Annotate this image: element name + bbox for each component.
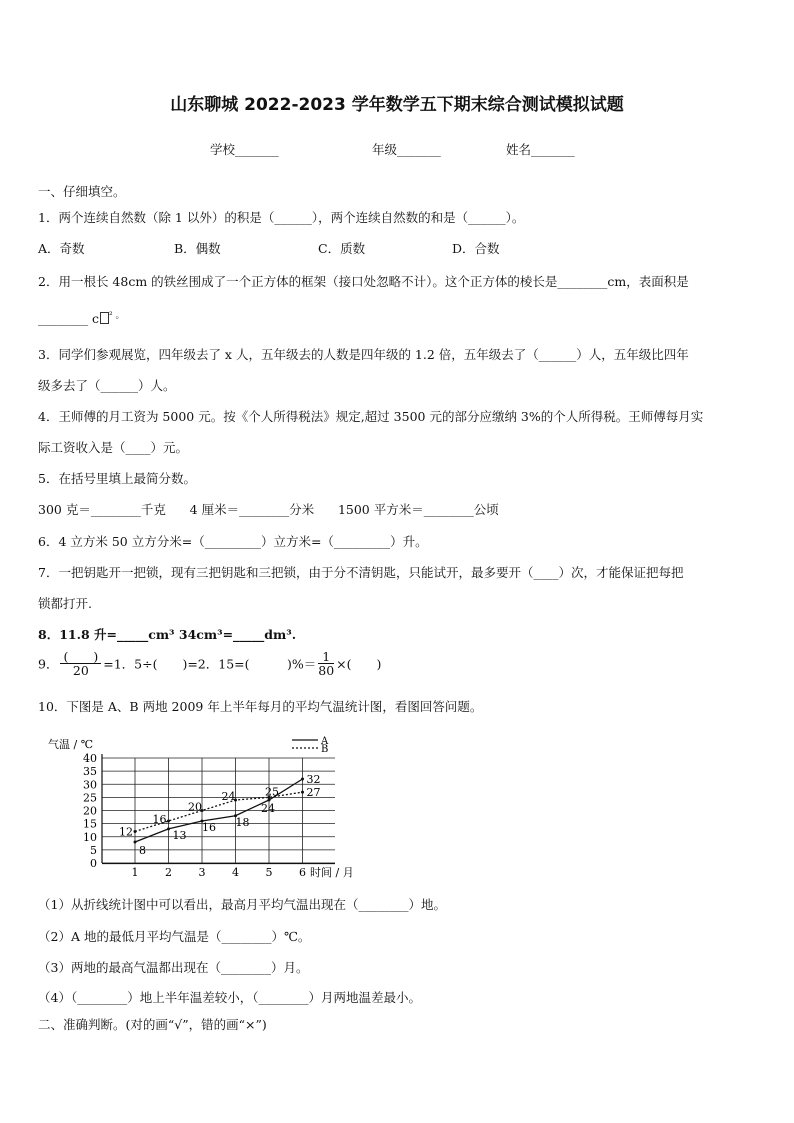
question-10-sub-2: （2）A 地的最低月平均气温是（________）℃。 — [38, 929, 311, 944]
q9-middle: =1．5÷( )=2．15=( )%＝ — [103, 656, 317, 672]
data-label-A: 13 — [172, 828, 187, 842]
data-point-B — [301, 791, 304, 794]
question-10-sub-1: （1）从折线统计图中可以看出，最高月平均气温出现在（________）地。 — [38, 897, 446, 912]
data-label-A: 18 — [235, 815, 250, 829]
question-10-sub-3: （3）两地的最高气温都出现在（________）月。 — [38, 960, 309, 975]
data-label-A: 8 — [139, 844, 146, 857]
x-axis-label: 时间 / 月 — [310, 866, 354, 878]
school-field[interactable]: 学校_______ — [210, 142, 279, 157]
y-tick-label: 40 — [83, 752, 97, 765]
x-tick-label: 5 — [265, 866, 273, 878]
data-label-B: 20 — [188, 800, 202, 814]
question-4-line-1: 4．王师傅的月工资为 5000 元。按《个人所得税法》规定,超过 3500 元的部分应缴纳 3%的个人所得税。王师傅每月实 — [38, 409, 704, 424]
question-2-line-2 — [38, 308, 124, 326]
data-label-B: 12 — [119, 825, 133, 839]
question-5: 5．在括号里填上最简分数。 — [38, 471, 196, 486]
question-2-line-1: 2．用一根长 48cm 的铁丝围成了一个正方体的框架（接口处忽略不计）。这个正方体的棱长是________cm，表面积是 — [38, 274, 689, 289]
page-title: 山东聊城 2022-2023 学年数学五下期末综合测试模拟试题 — [170, 95, 624, 115]
q1-option-d[interactable]: D．合数 — [452, 241, 500, 256]
data-point-A — [301, 778, 304, 781]
data-point-A — [134, 841, 137, 844]
question-10-sub-4: （4）（________）地上半年温差较小，（________）月两地温差最小。 — [38, 990, 421, 1005]
q9-suffix: ×( ) — [336, 656, 382, 672]
data-label-B: 25 — [265, 785, 279, 799]
temperature-line-chart — [40, 730, 370, 878]
missing-glyph-icon — [100, 312, 109, 324]
data-point-A — [167, 827, 170, 830]
y-tick-label: 15 — [83, 817, 97, 831]
section-1-heading: 一、仔细填空。 — [38, 184, 126, 199]
q9-prefix: 9． — [38, 656, 59, 672]
q1-option-a[interactable]: A．奇数 — [38, 241, 85, 256]
question-5-items: 300 克＝________千克 4 厘米＝________分米 1500 平方米＝________公顷 — [38, 502, 499, 517]
name-field[interactable]: 姓名_______ — [506, 142, 575, 157]
question-7-line-1: 7．一把钥匙开一把锁，现有三把钥匙和三把锁，由于分不清钥匙，只能试开，最多要开（____）次，才能保证把每把 — [38, 565, 684, 580]
question-7-line-2: 锁都打开. — [38, 596, 92, 611]
x-tick-label: 3 — [198, 866, 206, 878]
question-8: 8．11.8 升=_____cm³ 34cm³=_____dm³. — [38, 627, 297, 642]
q2-blank: ________ c — [38, 311, 99, 327]
x-tick-label: 6 — [299, 866, 306, 878]
data-label-B: 16 — [152, 813, 167, 826]
question-6: 6．4 立方米 50 立方分米=（_________）立方米=（_________）升。 — [38, 534, 428, 549]
x-tick-label: 1 — [131, 866, 139, 878]
y-tick-label: 10 — [83, 830, 97, 844]
data-label-A: 24 — [261, 802, 275, 815]
y-tick-label: 30 — [83, 778, 97, 792]
q1-option-c[interactable]: C．质数 — [318, 241, 366, 256]
section-2-heading: 二、准确判断。(对的画“√”，错的画“×”) — [38, 1017, 267, 1032]
data-point-B — [167, 820, 170, 823]
x-tick-label: 4 — [232, 866, 239, 878]
y-tick-label: 35 — [83, 765, 97, 779]
y-tick-label: 5 — [90, 843, 97, 857]
question-3-line-1: 3．同学们参观展览，四年级去了 x 人，五年级去的人数是四年级的 1.2 倍，五年级去了（______）人，五年级比四年 — [38, 347, 689, 362]
data-label-B: 27 — [306, 786, 321, 800]
q9-frac1-numerator: ( ) — [60, 650, 101, 664]
x-tick-label: 2 — [165, 866, 172, 878]
q9-fraction-2 — [318, 650, 334, 677]
data-label-A: 16 — [202, 821, 216, 834]
y-tick-label: 25 — [83, 791, 97, 805]
q9-frac2-numerator: 1 — [318, 650, 334, 664]
q1-option-b[interactable]: B．偶数 — [174, 241, 221, 256]
y-axis-label: 气温 / ℃ — [48, 738, 94, 751]
y-tick-label: 0 — [90, 857, 97, 870]
data-label-B: 24 — [221, 790, 236, 803]
question-3-line-2: 级多去了（______）人。 — [38, 378, 176, 393]
q9-frac2-denominator: 80 — [318, 663, 335, 678]
q9-fraction-1 — [60, 650, 101, 677]
y-tick-label: 20 — [83, 804, 97, 818]
q2-unit-tail: ² 。 — [108, 311, 125, 321]
question-4-line-2: 际工资收入是（____）元。 — [38, 440, 189, 455]
question-1: 1．两个连续自然数（除 1 以外）的积是（______），两个连续自然数的和是（______）。 — [38, 210, 525, 225]
q9-frac1-denominator: 20 — [72, 663, 89, 678]
question-10: 10．下图是 A、B 两地 2009 年上半年每月的平均气温统计图，看图回答问题。 — [38, 699, 483, 714]
grade-field[interactable]: 年级_______ — [372, 142, 441, 157]
question-9 — [38, 650, 381, 677]
data-point-B — [134, 830, 137, 833]
data-label-A: 32 — [306, 773, 321, 786]
legend-label-B: B — [321, 744, 329, 755]
legend-label-A: A — [321, 736, 329, 747]
